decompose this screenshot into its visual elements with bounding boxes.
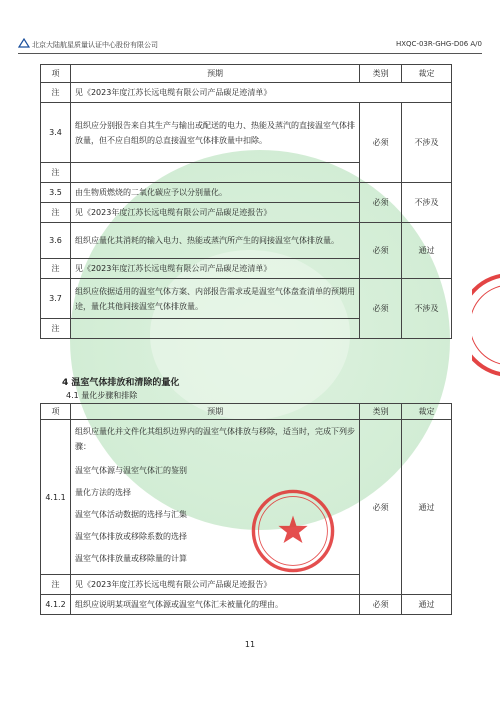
- row-expectation: 组织应依据适用的温室气体方案、内部报告需求或是温室气体盘查清单的预期用途，量化其他间接温室气体排放量。: [70, 279, 359, 319]
- row-item-no: 4.1.2: [41, 595, 71, 615]
- row-item-no: 4.1.1: [41, 420, 71, 575]
- row-item-no: 3.6: [41, 223, 71, 259]
- row-verdict: 不涉及: [402, 279, 452, 339]
- row-note: [70, 319, 359, 339]
- row-category: 必须: [360, 183, 402, 223]
- step-item: 温室气体排放或移除系数的选择: [74, 532, 187, 541]
- row-note: 见《2023年度江苏长远电缆有限公司产品碳足迹报告》: [70, 575, 359, 595]
- col-header-verdict: 裁定: [402, 65, 452, 83]
- row-item-no: 3.4: [41, 103, 71, 163]
- col-header-verdict: 裁定: [402, 404, 452, 420]
- row-item-no: 3.7: [41, 279, 71, 319]
- step-item: 量化方法的选择: [74, 488, 131, 497]
- company-seal-stamp: [250, 488, 336, 574]
- col-header-expectation: 预期: [70, 404, 359, 420]
- page-number: 11: [244, 640, 256, 649]
- row-expectation: 组织应分别报告来自其生产与输出或配送的电力、热能及蒸汽的直接温室气体排放量，但不应自组织的总直接温室气体排放量中扣除。: [70, 103, 359, 163]
- row-category: 必须: [360, 103, 402, 183]
- company-logo-icon: [18, 38, 30, 50]
- row-category: 必须: [360, 595, 402, 615]
- header-doc-code: HXQC-03R-GHG-D06 A/0: [395, 40, 482, 48]
- row-verdict: 不涉及: [402, 183, 452, 223]
- page-header: [18, 38, 482, 52]
- row-note: [70, 163, 359, 183]
- col-header-item: 项: [41, 404, 71, 420]
- row-item-no: 注: [41, 575, 71, 595]
- table-row: [41, 595, 452, 615]
- table-row: [41, 103, 452, 163]
- row-expectation: 组织应量化其消耗的输入电力、热能或蒸汽所产生的间接温室气体排放量。: [70, 223, 359, 259]
- col-header-category: 类别: [360, 404, 402, 420]
- row-category: 必须: [360, 223, 402, 279]
- table-row: [41, 279, 452, 319]
- row-verdict: 不涉及: [402, 103, 452, 183]
- col-header-item: 项: [41, 65, 71, 83]
- row-verdict: 通过: [402, 223, 452, 279]
- table-row: [41, 223, 452, 259]
- row-item-no: 注: [41, 83, 71, 103]
- table-row: [41, 183, 452, 203]
- row-item-no: 注: [41, 203, 71, 223]
- row-item-no: 注: [41, 319, 71, 339]
- col-header-expectation: 预期: [70, 65, 359, 83]
- table-header-row: [41, 65, 452, 83]
- row-note: 见《2023年度江苏长远电缆有限公司产品碳足迹清单》: [70, 83, 451, 103]
- step-item: 温室气体排放量或移除量的计算: [74, 554, 187, 563]
- row-expectation: 组织应说明某项温室气体源或温室气体汇未被量化的理由。: [70, 595, 359, 615]
- table-header-row: [41, 404, 452, 420]
- row-item-no: 3.5: [41, 183, 71, 203]
- row-category: 必须: [360, 279, 402, 339]
- col-header-category: 类别: [360, 65, 402, 83]
- row-note: 见《2023年度江苏长远电缆有限公司产品碳足迹清单》: [70, 259, 359, 279]
- row-item-no: 注: [41, 259, 71, 279]
- row-note: 见《2023年度江苏长远电缆有限公司产品碳足迹报告》: [70, 203, 359, 223]
- section-subtitle: 4.1 量化步骤和排除: [66, 391, 138, 400]
- row-item-no: 注: [41, 163, 71, 183]
- table-row: [41, 420, 452, 575]
- row-verdict: 通过: [402, 420, 452, 595]
- header-divider: [18, 53, 482, 54]
- side-seal-stamp: [472, 270, 500, 380]
- step-item: 温室气体活动数据的选择与汇集: [74, 510, 187, 519]
- section-title: 4 温室气体排放和清除的量化: [62, 378, 180, 388]
- row-expectation: 由生物质燃烧的二氧化碳应予以分别量化。: [70, 183, 359, 203]
- table-row: [41, 83, 452, 103]
- row-verdict: 通过: [402, 595, 452, 615]
- step-item: 温室气体源与温室气体汇的鉴别: [74, 466, 187, 475]
- header-organization: 北京大陆航星质量认证中心股份有限公司: [32, 41, 158, 49]
- step-intro: 组织应量化并文件化其组织边界内的温室气体排放与移除，适当时，完成下列步骤：: [74, 427, 355, 451]
- row-category: 必须: [360, 420, 402, 595]
- checklist-table-1: [40, 64, 452, 339]
- checklist-table-2: [40, 403, 452, 615]
